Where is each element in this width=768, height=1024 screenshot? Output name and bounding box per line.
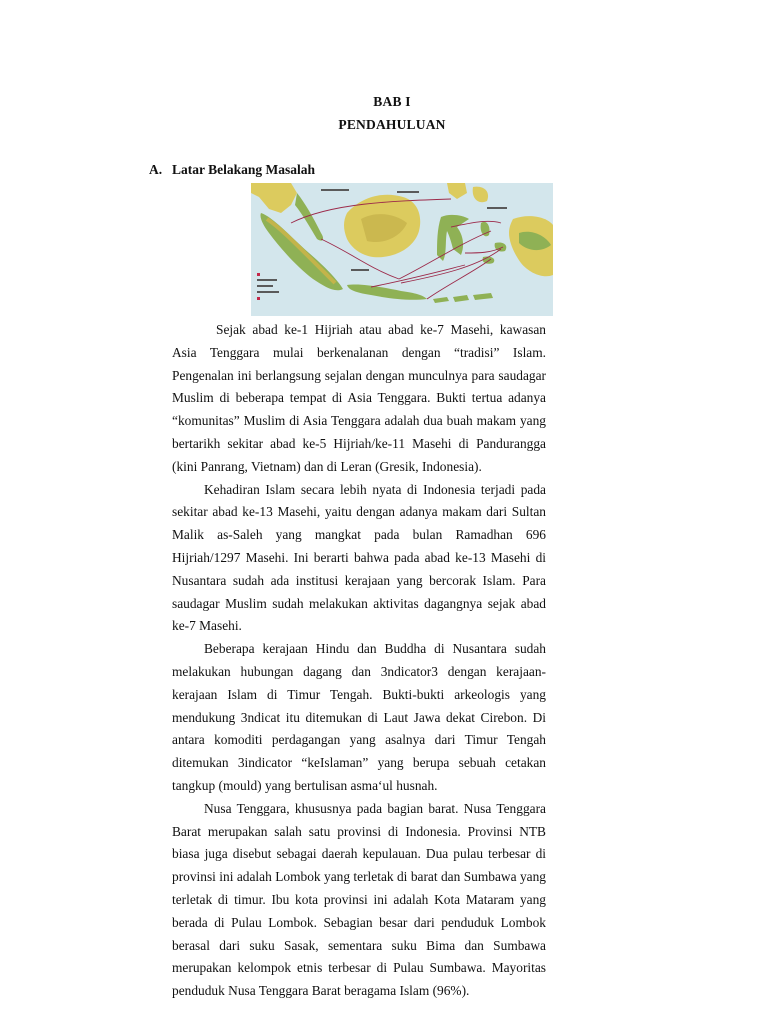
- paragraph-1: Sejak abad ke-1 Hijriah atau abad ke-7 Masehi, kawasan Asia Tenggara mulai berkenalanan dengan “tradisi” Islam. Pengenalan ini berlangsung sejalan dengan munculnya para saudagar Muslim di beberapa tempat di Asia Tenggara. Bukti tertua adanya “komunitas” Muslim di Asia Tenggara adalah dua buah makam yang bertarikh sekitar abad ke-5 Hijriah/ke-11 Masehi di Pandurangga (kini Panrang, Vietnam) dan di Leran (Gresik, Indonesia).: [172, 322, 546, 474]
- paragraph-4: Nusa Tenggara, khususnya pada bagian barat. Nusa Tenggara Barat merupakan salah satu provinsi di Indonesia. Provinsi NTB biasa juga disebut sebagai daerah kepulauan. Dua pulau terbesar di provinsi ini adalah Lombok yang terletak di barat dan Sumbawa yang terletak di timur. Ibu kota provinsi ini adalah Kota Mataram yang berada di Pulau Lombok. Sebagian besar dari penduduk Lombok berasal dari suku Sasak, sementara suku Bima dan Sumbawa merupakan kelompok etnis terbesar di Pulau Sumbawa. Mayoritas penduduk Nusa Tenggara Barat beragama Islam (96%).: [172, 800, 546, 999]
- chapter-label: BAB I: [373, 94, 411, 109]
- paragraph-2: Kehadiran Islam secara lebih nyata di Indonesia terjadi pada sekitar abad ke-13 Masehi, yaitu dengan adanya makam dari Sultan Malik as-Saleh yang mangkat pada bulan Ramadhan 696 Hijriah/1297 Masehi. Ini berarti bahwa pada abad ke-13 Masehi di Nusantara sudah ada institusi kerajaan yang bercorak Islam. Para saudagar Muslim sudah melakukan aktivitas dagangnya sejak abad ke-7 Masehi.: [172, 481, 546, 634]
- map-figure: [251, 183, 553, 316]
- body-text: [172, 319, 546, 1003]
- section-heading: [149, 162, 315, 178]
- section-number: A.: [149, 162, 163, 177]
- section-title: Latar Belakang Masalah: [172, 162, 316, 177]
- paragraph-3: Beberapa kerajaan Hindu dan Buddha di Nusantara sudah melakukan hubungan dagang dan 3ndicator3 dengan kerajaan-kerajaan Islam di Timur Tengah. Bukti-bukti arkeologis yang mendukung 3ndicat itu ditemukan di Laut Jawa dekat Cirebon. Di antara komoditi perdagangan yang asalnya dari Timur Tengah ditemukan 3indicator “keIslaman” yang berupa sebuah cetakan tangkup (mould) yang bertulisan asma‘ul husnah.: [172, 641, 546, 793]
- chapter-title: PENDAHULUAN: [338, 117, 446, 132]
- map-of-indonesia-trade-routes-icon: [251, 183, 553, 316]
